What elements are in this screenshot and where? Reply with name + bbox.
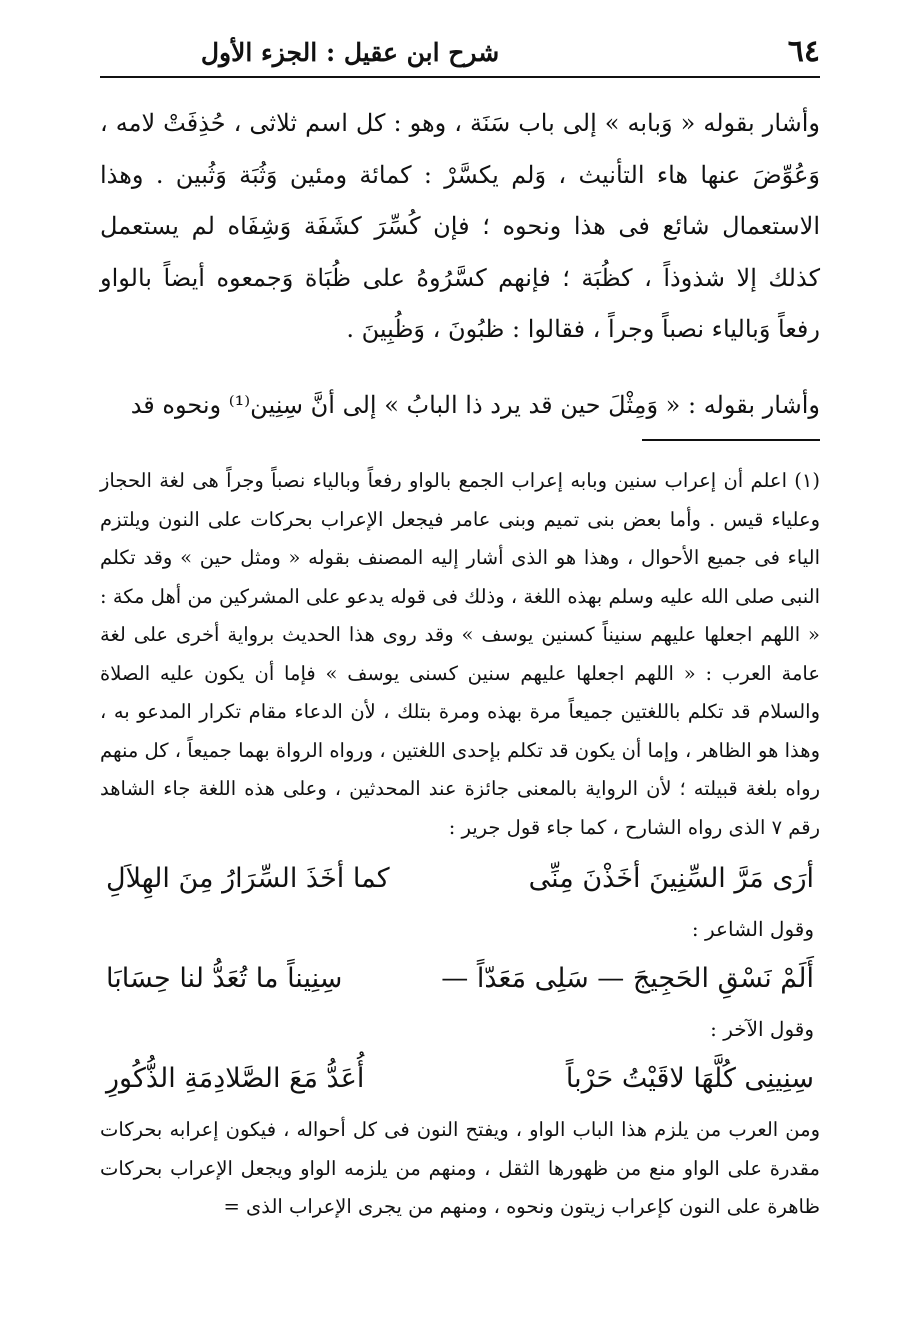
main-paragraph: وأشار بقوله : « وَمِثْلَ حين قد يرد ذا البابُ » إلى أنَّ سِنِين⁽¹⁾ ونحوه قد (130, 390, 820, 419)
verse-intro: وقول الآخر : (710, 1017, 814, 1041)
verse-first-hemistich: سِنِينِى كُلَّهَا لاقَيْتُ حَرْباً (565, 1063, 814, 1094)
page-number: ٦٤ (787, 34, 820, 69)
verse-second-hemistich: سِنِيناً ما تُعَدُّ لنا حِسَابَا (106, 963, 343, 994)
footnote-paragraph: (١) اعلم أن إعراب سنين وبابه إعراب الجمع بالواو رفعاً وبالياء نصباً وجراً هى لغة الحجاز وعلياء قيس . وأما بعض بنى تميم وبنى عامر فيجعل الإعراب بحركات على النون ويلتزم الياء فى جميع الأحوال ، وهذا هو الذى أشار إليه المصنف بقوله « ومثل حين » وقد تكلم النبى صلى الله عليه وسلم بهذه اللغة ، وذلك فى قوله يدعو على المشركين من أهل مكة : « اللهم اجعلها عليهم سنيناً كسنين يوسف » وقد روى هذا الحديث برواية أخرى على لغة عامة العرب : « اللهم اجعلها عليهم سنين كسنى يوسف » فإما أن يكون عليه الصلاة والسلام قد تكلم باللغتين جميعاً مرة بهذه ومرة بتلك ، لأن الدعاء مقام تكرار المدعو به ، وهذا هو الظاهر ، وإما أن يكون قد تكلم بإحدى اللغتين ، ورواه الرواة بهما جميعاً ، كل منهم رواه بلغة قبيلته ؛ لأن الرواية بالمعنى جائزة عند المحدثين ، وعلى هذه اللغة جاء الشاهد رقم ٧ الذى رواه الشارح ، كما جاء قول جرير : (100, 469, 820, 839)
main-paragraph: وأشار بقوله « وَبابه » إلى باب سَنَة ، وهو : كل اسم ثلاثى ، حُذِفَتْ لامه ، وَعُوِّضَ عنها هاء التأنيث ، وَلم يكسَّرْ : كمائة ومئين وَثُبَة وَثُبين . وهذا الاستعمال شائع فى هذا ونحوه ؛ فإن كُسِّرَ كشَفَة وَشِفَاه لم يستعمل كذلك إلا شذوذاً ، كظُبَة ؛ فإنهم كسَّرُوهُ على ظُبَاة وَجمعوه أيضاً بالواو رفعاً وَبالياء نصباً وجراً ، فقالوا : ظبُونَ ، وَظُبِينَ . (100, 109, 820, 343)
poetry-verse (100, 851, 820, 907)
running-title: شرح ابن عقيل : الجزء الأول (200, 38, 500, 67)
verse-second-hemistich: كما أخَذَ السِّرَارُ مِنَ الهِلاَلِ (106, 863, 390, 894)
footnote (100, 462, 820, 1227)
verse-second-hemistich: أُعَدُّ مَعَ الصَّلادِمَةِ الذُّكُورِ (106, 1063, 365, 1094)
poetry-verse (100, 951, 820, 1007)
main-text (100, 98, 820, 455)
verse-intro: وقول الشاعر : (691, 917, 814, 941)
verse-first-hemistich: أَلَمْ نَسْقِ الحَجِيجَ — سَلِى مَعَدّاً — (441, 963, 814, 994)
footnote-divider (642, 439, 820, 441)
footnote-paragraph: ومن العرب من يلزم هذا الباب الواو ، ويفتح النون فى كل أحواله ، فيكون إعرابه بحركات مقدرة على الواو منع من ظهورها الثقل ، ومنهم من يلزمه الواو ويجعل الإعراب بحركات ظاهرة على النون كإعراب زيتون ونحوه ، ومنهم من يجرى الإعراب الذى = (100, 1118, 820, 1218)
page-header (100, 20, 820, 78)
poetry-verse (100, 1051, 820, 1107)
verse-first-hemistich: أرَى مَرَّ السِّنِينَ أخَذْنَ مِنِّى (528, 863, 814, 894)
